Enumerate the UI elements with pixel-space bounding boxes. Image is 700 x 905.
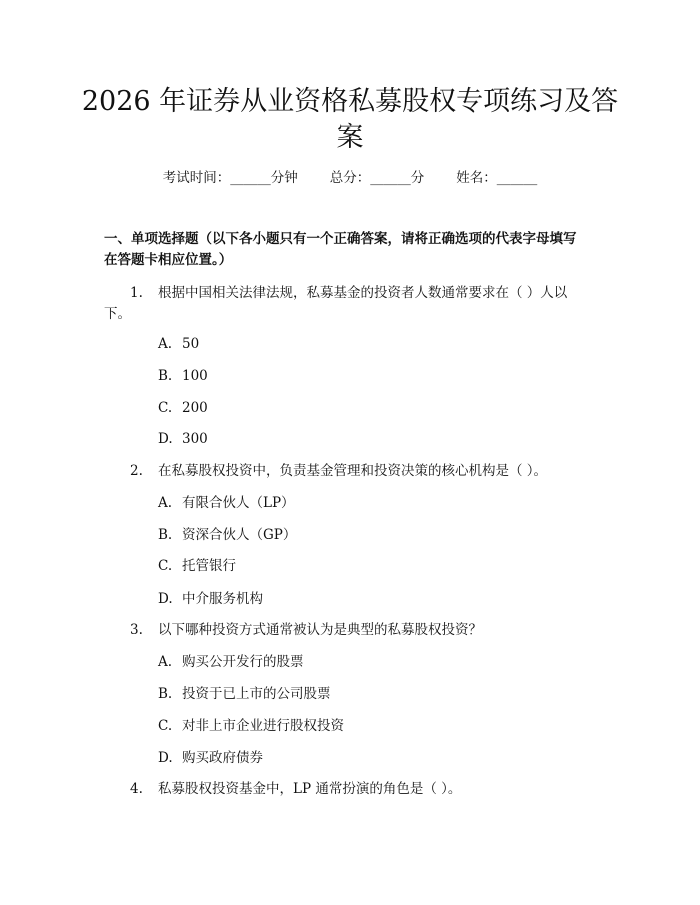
option-letter: C. (158, 718, 173, 734)
option-letter: A. (158, 336, 173, 352)
question-2-option-a (158, 493, 295, 513)
option-text: 资深合伙人（GP） (182, 527, 297, 543)
option-letter: D. (158, 591, 173, 607)
option-text: 投资于已上市的公司股票 (182, 686, 331, 702)
option-text: 购买公开发行的股票 (182, 654, 304, 670)
option-text: 购买政府债券 (182, 750, 263, 766)
question-2-option-d (158, 589, 263, 609)
question-4-number: 4. (130, 781, 143, 797)
question-1-option-b (158, 366, 208, 386)
question-1-text-continuation: 下。 (104, 306, 131, 322)
question-1-option-a (158, 334, 199, 354)
question-3-option-b (158, 684, 331, 704)
option-letter: C. (158, 400, 173, 416)
option-text: 有限合伙人（LP） (182, 495, 295, 511)
question-3-number: 3. (130, 622, 143, 638)
question-1-text: 根据中国相关法律法规，私募基金的投资者人数通常要求在（ ）人以 (158, 285, 568, 301)
option-letter: B. (158, 686, 173, 702)
exam-time-field: 考试时间：______分钟 (162, 170, 298, 186)
option-letter: A. (158, 495, 173, 511)
question-1-option-c (158, 398, 208, 418)
question-2-option-b (158, 525, 296, 545)
option-letter: A. (158, 654, 173, 670)
question-4-text: 私募股权投资基金中，LP 通常扮演的角色是（ ）。 (158, 781, 462, 797)
student-name-field: 姓名：______ (456, 170, 538, 186)
exam-info-row (0, 168, 700, 188)
question-1-option-d (158, 429, 208, 449)
question-3-text: 以下哪种投资方式通常被认为是典型的私募股权投资？ (158, 622, 482, 638)
option-letter: D. (158, 431, 173, 447)
document-title-line-2: 案 (336, 122, 364, 153)
option-letter: B. (158, 527, 173, 543)
section-heading-line-1: 一、单项选择题（以下各小题只有一个正确答案，请将正确选项的代表字母填写 (104, 231, 577, 247)
option-text: 200 (182, 400, 208, 416)
total-score-field: 总分：______分 (329, 170, 425, 186)
question-1-number: 1. (130, 285, 143, 301)
option-text: 50 (182, 336, 200, 352)
option-letter: D. (158, 750, 173, 766)
question-3-option-c (158, 716, 344, 736)
option-text: 对非上市企业进行股权投资 (182, 718, 344, 734)
question-2-text: 在私募股权投资中，负责基金管理和投资决策的核心机构是（ ）。 (158, 463, 548, 479)
option-text: 中介服务机构 (182, 591, 263, 607)
option-letter: B. (158, 368, 173, 384)
option-text: 300 (182, 431, 208, 447)
document-title-line-1: 2026 年证券从业资格私募股权专项练习及答 (81, 86, 619, 117)
question-2-option-c (158, 556, 236, 576)
question-2-number: 2. (130, 463, 143, 479)
option-text: 托管银行 (182, 558, 236, 574)
question-3-option-a (158, 652, 304, 672)
section-heading-line-2: 在答题卡相应位置。） (104, 252, 233, 268)
option-text: 100 (182, 368, 208, 384)
option-letter: C. (158, 558, 173, 574)
question-3-option-d (158, 748, 263, 768)
